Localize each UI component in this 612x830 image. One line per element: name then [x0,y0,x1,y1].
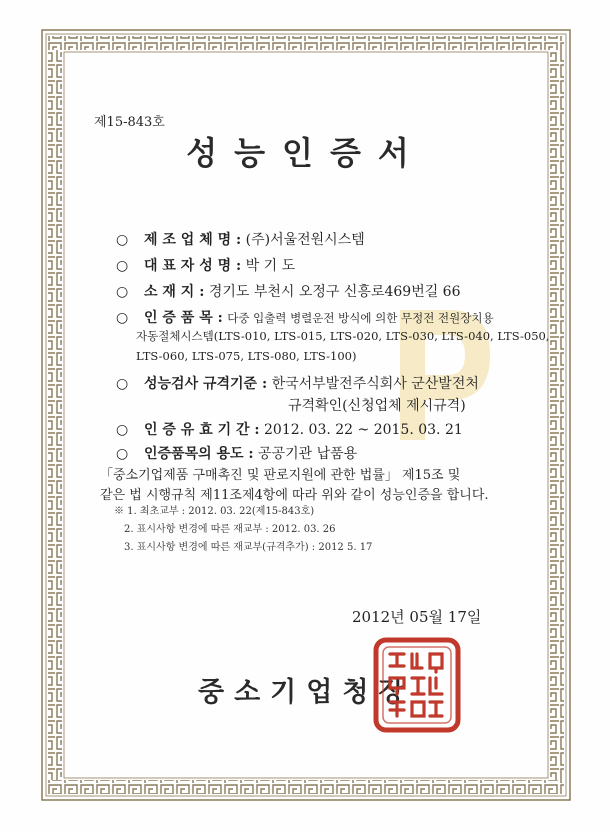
history-item: 3. 표시사항 변경에 따른 재교부(규격추가) : 2012 5. 17 [124,542,373,553]
item-standard [116,372,479,396]
item-label: 인 증 품 목 : [144,310,223,326]
issuer-name: 중소기업청장 [198,677,415,708]
item-label: 대 표 자 성 명 : [144,258,242,274]
item-product-line3: LTS-060, LTS-075, LTS-080, LTS-100) [136,349,357,363]
item-value: (주)서울전원시스템 [245,232,365,248]
certificate-title: 성능인증서 [186,134,426,172]
bullet-icon: ○ [116,310,129,326]
law-text-line2: 같은 법 시행규칙 제11조제4항에 따라 위와 같이 성능인증을 합니다. [100,488,489,503]
bullet-icon: ○ [116,232,129,248]
item-standard-line2: 규격확인(신청업체 제시규격) [288,398,466,414]
item-label: 제 조 업 체 명 : [144,232,242,248]
item-validity [116,418,463,442]
bullet-icon: ○ [116,258,129,274]
item-value: 한국서부발전주식회사 군산발전처 [271,376,479,392]
certificate-number: 제15-843호 [94,115,165,130]
official-seal-stamp [372,636,462,734]
item-label: 성능검사 규격기준 : [144,376,268,392]
bullet-icon: ○ [116,422,129,438]
history-item: ※ 1. 최초교부 : 2012. 03. 22(제15-843호) [114,506,315,517]
bullet-icon: ○ [116,446,129,462]
item-label: 소 재 지 : [144,284,205,300]
history-item: 2. 표시사항 변경에 따른 재교부 : 2012. 03. 26 [124,524,336,535]
item-product-line2: 자동절체시스템(LTS-010, LTS-015, LTS-020, LTS-030, LTS-040, LTS-050, [136,329,550,343]
item-address [116,280,461,304]
item-value: 2012. 03. 22 ~ 2015. 03. 21 [264,422,463,438]
item-label: 인 증 유 효 기 간 : [144,422,260,438]
law-text-line1: 「중소기업제품 구매촉진 및 판로지원에 관한 법률」 제15조 및 [100,468,461,483]
item-value: 다중 입출력 병렬운전 방식에 의한 무정전 전원장치용 [227,311,494,325]
item-label: 인증품목의 용도 : [144,446,254,462]
issue-date: 2012년 05월 17일 [352,608,482,626]
item-value: 박 기 도 [245,258,296,274]
item-value: 공공기관 납품용 [258,446,358,462]
item-usage [116,442,357,466]
bullet-icon: ○ [116,376,129,392]
bullet-icon: ○ [116,284,129,300]
item-representative [116,254,295,278]
item-value: 경기도 부천시 오정구 신흥로469번길 66 [208,284,461,300]
item-manufacturer [116,228,365,252]
